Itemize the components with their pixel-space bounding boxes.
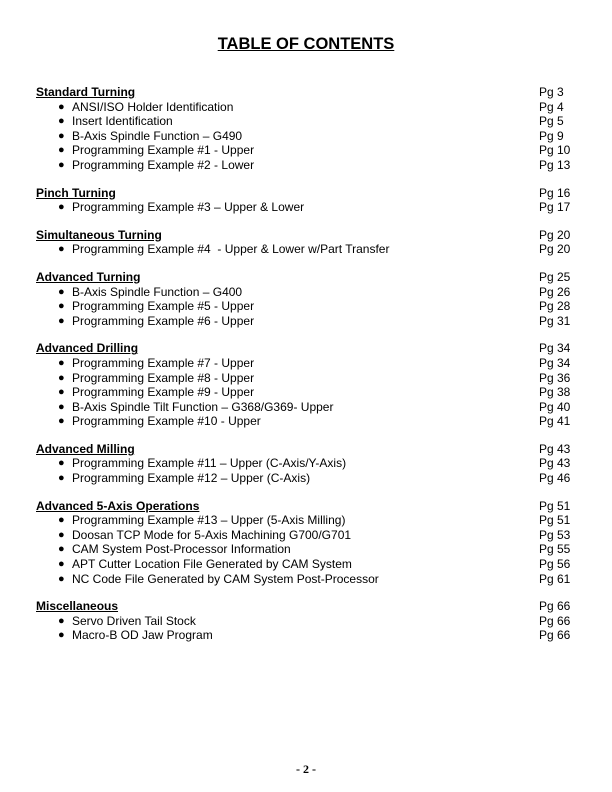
bullet-icon: ● — [58, 543, 65, 556]
toc-section — [36, 85, 596, 173]
bullet-icon: ● — [58, 300, 65, 313]
toc-heading-row[interactable] — [36, 442, 596, 457]
toc-section — [36, 499, 596, 587]
page-number: Pg 34 — [539, 341, 571, 356]
entry-label: B-Axis Spindle Tilt Function – G368/G369- Upper — [72, 399, 334, 414]
bullet-icon: ● — [58, 115, 65, 128]
toc-heading-row[interactable] — [36, 270, 596, 285]
bullet-icon: ● — [58, 243, 65, 256]
page-number: Pg 17 — [539, 200, 571, 215]
page-number: Pg 34 — [539, 355, 571, 370]
bullet-icon: ● — [58, 144, 65, 157]
toc-heading-row[interactable] — [36, 499, 596, 514]
page-number: Pg 4 — [539, 99, 564, 114]
page-number: Pg 46 — [539, 471, 571, 486]
entry-label: Programming Example #9 - Upper — [72, 385, 255, 400]
entry-label: Programming Example #13 – Upper (5-Axis Milling) — [72, 513, 346, 528]
toc-entry[interactable] — [36, 513, 596, 528]
bullet-icon: ● — [58, 386, 65, 399]
toc-entry[interactable] — [36, 385, 596, 400]
entry-label: Programming Example #11 – Upper (C-Axis/Y-Axis) — [72, 456, 347, 471]
page-number: Pg 41 — [539, 414, 571, 429]
toc-entry[interactable] — [36, 400, 596, 415]
toc-entry[interactable] — [36, 200, 596, 215]
toc-section — [36, 341, 596, 429]
toc-entry[interactable] — [36, 628, 596, 643]
page-number: Pg 51 — [539, 498, 571, 513]
toc-heading-row[interactable] — [36, 599, 596, 614]
section-heading: Pinch Turning — [36, 185, 116, 200]
page-number: Pg 56 — [539, 557, 571, 572]
toc-heading-row[interactable] — [36, 341, 596, 356]
bullet-icon: ● — [58, 285, 65, 298]
page-number: Pg 20 — [539, 227, 571, 242]
entry-label: Programming Example #10 - Upper — [72, 414, 261, 429]
toc-section — [36, 186, 596, 215]
page-number: Pg 61 — [539, 571, 571, 586]
entry-label: Programming Example #7 - Upper — [72, 355, 255, 370]
bullet-icon: ● — [58, 415, 65, 428]
entry-label: ANSI/ISO Holder Identification — [72, 99, 234, 114]
toc-section — [36, 270, 596, 328]
entry-label: B-Axis Spindle Function – G400 — [72, 284, 243, 299]
toc-entry[interactable] — [36, 572, 596, 587]
toc-heading-row[interactable] — [36, 85, 596, 100]
entry-label: Insert Identification — [72, 114, 173, 129]
page-number: Pg 36 — [539, 370, 571, 385]
entry-label: Programming Example #12 – Upper (C-Axis) — [72, 471, 311, 486]
page-number: Pg 40 — [539, 399, 571, 414]
entry-label: CAM System Post-Processor Information — [72, 542, 291, 557]
section-heading: Miscellaneous — [36, 599, 119, 614]
toc-entry[interactable] — [36, 114, 596, 129]
page-number-footer: - 2 - — [296, 762, 316, 776]
toc-heading-row[interactable] — [36, 228, 596, 243]
page-number: Pg 5 — [539, 114, 564, 129]
bullet-icon: ● — [58, 129, 65, 142]
entry-label: Programming Example #8 - Upper — [72, 370, 255, 385]
toc-entry[interactable] — [36, 557, 596, 572]
toc-entry[interactable] — [36, 371, 596, 386]
toc-section — [36, 228, 596, 257]
page-number: Pg 43 — [539, 456, 571, 471]
page-number: Pg 31 — [539, 313, 571, 328]
bullet-icon: ● — [58, 572, 65, 585]
toc-entry[interactable] — [36, 299, 596, 314]
toc-entry[interactable] — [36, 356, 596, 371]
page-number: Pg 66 — [539, 613, 571, 628]
section-heading: Advanced Turning — [36, 269, 141, 284]
page-number: Pg 10 — [539, 143, 571, 158]
page-number: Pg 13 — [539, 157, 571, 172]
toc-section — [36, 599, 596, 643]
bullet-icon: ● — [58, 614, 65, 627]
toc-entry[interactable] — [36, 129, 596, 144]
page-number: Pg 51 — [539, 513, 571, 528]
page-number: Pg 16 — [539, 185, 571, 200]
entry-label: NC Code File Generated by CAM System Post-Processor — [72, 571, 379, 586]
page-number: Pg 53 — [539, 527, 571, 542]
bullet-icon: ● — [58, 371, 65, 384]
section-heading: Simultaneous Turning — [36, 227, 162, 242]
entry-label: Macro-B OD Jaw Program — [72, 628, 213, 643]
toc-entry[interactable] — [36, 242, 596, 257]
page-number: Pg 43 — [539, 441, 571, 456]
bullet-icon: ● — [58, 528, 65, 541]
bullet-icon: ● — [58, 629, 65, 642]
toc-heading-row[interactable] — [36, 186, 596, 201]
toc-entry[interactable] — [36, 542, 596, 557]
toc-entry[interactable] — [36, 456, 596, 471]
section-heading: Standard Turning — [36, 85, 136, 99]
page-number: Pg 28 — [539, 299, 571, 314]
toc-entry[interactable] — [36, 158, 596, 173]
toc-entry[interactable] — [36, 414, 596, 429]
bullet-icon: ● — [58, 314, 65, 327]
bullet-icon: ● — [58, 457, 65, 470]
entry-label: Programming Example #6 - Upper — [72, 313, 255, 328]
section-heading: Advanced Milling — [36, 441, 135, 456]
toc-entry[interactable] — [36, 614, 596, 629]
bullet-icon: ● — [58, 201, 65, 214]
bullet-icon: ● — [58, 558, 65, 571]
toc-entry[interactable] — [36, 143, 596, 158]
bullet-icon: ● — [58, 158, 65, 171]
page-number: Pg 25 — [539, 269, 571, 284]
page-number: Pg 66 — [539, 628, 571, 643]
page-number: Pg 20 — [539, 242, 571, 257]
entry-label: Programming Example #2 - Lower — [72, 157, 255, 172]
section-heading: Advanced Drilling — [36, 341, 139, 356]
entry-label: Doosan TCP Mode for 5-Axis Machining G700/G701 — [72, 527, 352, 542]
page-number: Pg 66 — [539, 599, 571, 614]
toc-section — [36, 442, 596, 486]
bullet-icon: ● — [58, 356, 65, 369]
toc-entry[interactable] — [36, 285, 596, 300]
page-number: Pg 26 — [539, 284, 571, 299]
table-of-contents — [36, 85, 596, 656]
toc-entry[interactable] — [36, 471, 596, 486]
bullet-icon: ● — [58, 514, 65, 527]
bullet-icon: ● — [58, 472, 65, 485]
entry-label: Programming Example #1 - Upper — [72, 143, 255, 158]
entry-label: Programming Example #5 - Upper — [72, 299, 255, 314]
entry-label: APT Cutter Location File Generated by CAM System — [72, 557, 352, 572]
page-title: TABLE OF CONTENTS — [217, 35, 395, 53]
section-heading: Advanced 5-Axis Operations — [36, 498, 200, 513]
bullet-icon: ● — [58, 100, 65, 113]
toc-entry[interactable] — [36, 528, 596, 543]
bullet-icon: ● — [58, 400, 65, 413]
toc-entry[interactable] — [36, 314, 596, 329]
page-number: Pg 3 — [539, 85, 564, 99]
entry-label: Programming Example #4 - Upper & Lower w/Part Transfer — [72, 242, 390, 257]
entry-label: Programming Example #3 – Upper & Lower — [72, 200, 305, 215]
toc-entry[interactable] — [36, 100, 596, 115]
page-number: Pg 9 — [539, 128, 564, 143]
entry-label: B-Axis Spindle Function – G490 — [72, 128, 243, 143]
page-number: Pg 55 — [539, 542, 571, 557]
entry-label: Servo Driven Tail Stock — [72, 613, 196, 628]
page-number: Pg 38 — [539, 385, 571, 400]
